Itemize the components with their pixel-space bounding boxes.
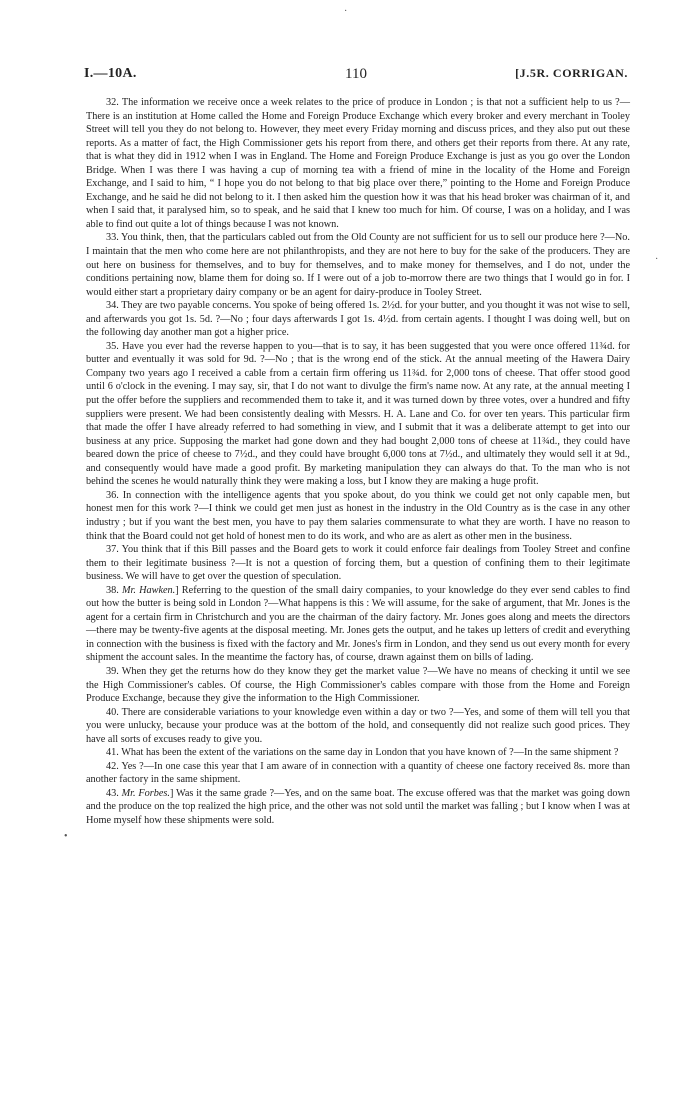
scan-mark-right: ·	[655, 254, 659, 265]
page-header	[84, 66, 628, 86]
paragraph: 35. Have you ever had the reverse happen to you—that is to say, it has been suggested that you were once offered 11¾d. for butter and eventually it was sold for 9d. ?—No ; that is the wrong end of the stick. At the annual meeting of the Hawera Dairy Company two years ago I received a cable from a certain firm offering us 11¾d. for 2,000 tons of cheese. That offer stood good until 6 o'clock in the evening. I may say, sir, that I do not want to divulge the firm's name now. At any rate, at the annual meeting I put the offer before the suppliers and recommended them to take it, and it was turned down by three votes, over a hundred and fifty suppliers were present. We had been consistently dealing with Messrs. H. A. Lane and Co. for over ten years. This particular firm that made the offer I have already referred to had something in view, and I submit that it was a deliberate attempt to get into our business at any price. Supposing the market had gone down and they had bought 2,000 tons of cheese at 11¾d., they could have beared down the price of cheese to 7½d., and they could have brought 6,000 tons at 7½d., and ultimately they would sell it at 9d., and consequently would have made a good profit. By marketing manipulation they can always do that. To the man who is not behind the scenes he would naturally think they were making a loss, but I know they are making a huge profit.	[86, 340, 630, 488]
paragraph: 32. The information we receive once a week relates to the price of produce in London ; is that not a sufficient help to us ?—There is an institution at Home called the Home and Foreign Produce Exchange which every broker and every merchant in Tooley Street will tell you they do not belong to. However, they meet every Friday morning and discuss prices, and they also put out these reports. As a matter of fact, the High Commissioner gets his report from there, and others get their reports from there. At any rate, that is what they did in 1912 when I was in England. The Home and Foreign Produce Exchange is just as you go over the London Bridge. When I was there I was having a cup of morning tea with a friend of mine in the locality of the Home and Foreign Exchange, and I said to him, “ I hope you do not belong to that big place over there,” pointing to the Home and Foreign Produce Exchange, and he said he did not belong to it. I then asked him the question how it was that his head broker was chairman of it, and when I said that, it paralysed him, so to speak, and he said that I knew too much for him. Of course, I was on a holiday, and I was able to find out quite a lot of things because I was not known.	[86, 97, 630, 230]
document-body	[86, 96, 630, 828]
page-number: 110	[345, 66, 367, 82]
paragraph: 43. Mr. Forbes.] Was it the same grade ?—Yes, and on the same boat. The excuse offered was that the market was going down and the produce on the top realized the high price, and the other was not sold until the market was falling ; but I know when I was at Home myself how these shipments were sold.	[86, 787, 630, 826]
scan-mark-top: ·	[344, 6, 348, 17]
paragraph: 38. Mr. Hawken.] Referring to the question of the small dairy companies, to your knowledge do they ever send cables to find out how the butter is being sold in London ?—What happens is this : We will assume, for the sake of argument, that Mr. Jones is the agent for a certain firm in Christchurch and you are the chairman of the dairy factory. Mr. Jones goes along and meets the directors—there may be twenty-five agents at the disposal meeting. Mr. Jones gets the output, and he takes up letters of credit and everything in connection with the business is fixed with the factory and Mr. Jones's firm in London, and they send us out every month for every shipment the account sales. In the meantime the factory has, of course, drawn against them on bills of lading.	[86, 584, 630, 664]
scan-mark-left: •	[64, 831, 68, 842]
paragraph: 41. What has been the extent of the variations on the same day in London that you have known of ?—In the same shipment ?	[106, 747, 619, 759]
paragraph: 42. Yes ?—In one case this year that I am aware of in connection with a quantity of cheese one factory received 8s. more than another factory in the same shipment.	[86, 760, 630, 786]
witness-name: [J.5R. CORRIGAN.	[515, 66, 628, 80]
paragraph: 33. You think, then, that the particulars cabled out from the Old County are not sufficient for us to sell our produce here ?—No. I maintain that the men who come here are not philanthropists, and they are not here to buy for the sake of the producers. They are out here on business for themselves, and to buy for themselves, and to make money for themselves, and I do not, under the conditions pertaining now, blame them for doing so. If I were out of a job to-morrow there are two things that I would go in for. I would either start a proprietary dairy company or be an agent for dairy-produce in Tooley Street.	[86, 232, 630, 298]
document-reference: I.—10A.	[84, 66, 137, 81]
paragraph: 40. There are considerable variations to your knowledge even within a day or two ?—Yes, and some of them will tell you that you were unlucky, because your produce was at the bottom of the hold, and consequently did not realize such good prices. They have all sorts of excuses ready to give you.	[86, 706, 630, 745]
paragraph: 39. When they get the returns how do they know they get the market value ?—We have no means of checking it until we see the High Commissioner's cables. Of course, the High Commissioner's cables compare with those from the Home and Foreign Produce Exchange, because they give the information to the High Commissioner.	[86, 665, 630, 705]
paragraph: 34. They are two payable concerns. You spoke of being offered 1s. 2½d. for your butter, and you thought it was not wise to sell, and afterwards you got 1s. 5d. ?—No ; four days afterwards I got 1s. 4½d. from certain agents. I thought I was doing well, but on the following day another man got a higher price.	[86, 300, 630, 339]
speaker-name: Mr. Forbes.	[121, 787, 170, 799]
paragraph: 37. You think that if this Bill passes and the Board gets to work it could enforce fair dealings from Tooley Street and confine them to their legitimate business ?—It is not a question of forcing them, but a question of confining them to their legitimate business. We will have to get over the question of speculation.	[86, 544, 630, 583]
speaker-name: Mr. Hawken.	[121, 584, 176, 596]
paragraph: 36. In connection with the intelligence agents that you spoke about, do you think we could get not only capable men, but honest men for this work ?—I think we could get men just as honest in the industry in the Old Country as is the case in any other industry ; but if you want the best men, you have to pay them salaries commensurate to what they are worth. I have no reason to think that the Board could not get hold of honest men to do its work, and who are as alert as other men in the business.	[86, 489, 630, 542]
